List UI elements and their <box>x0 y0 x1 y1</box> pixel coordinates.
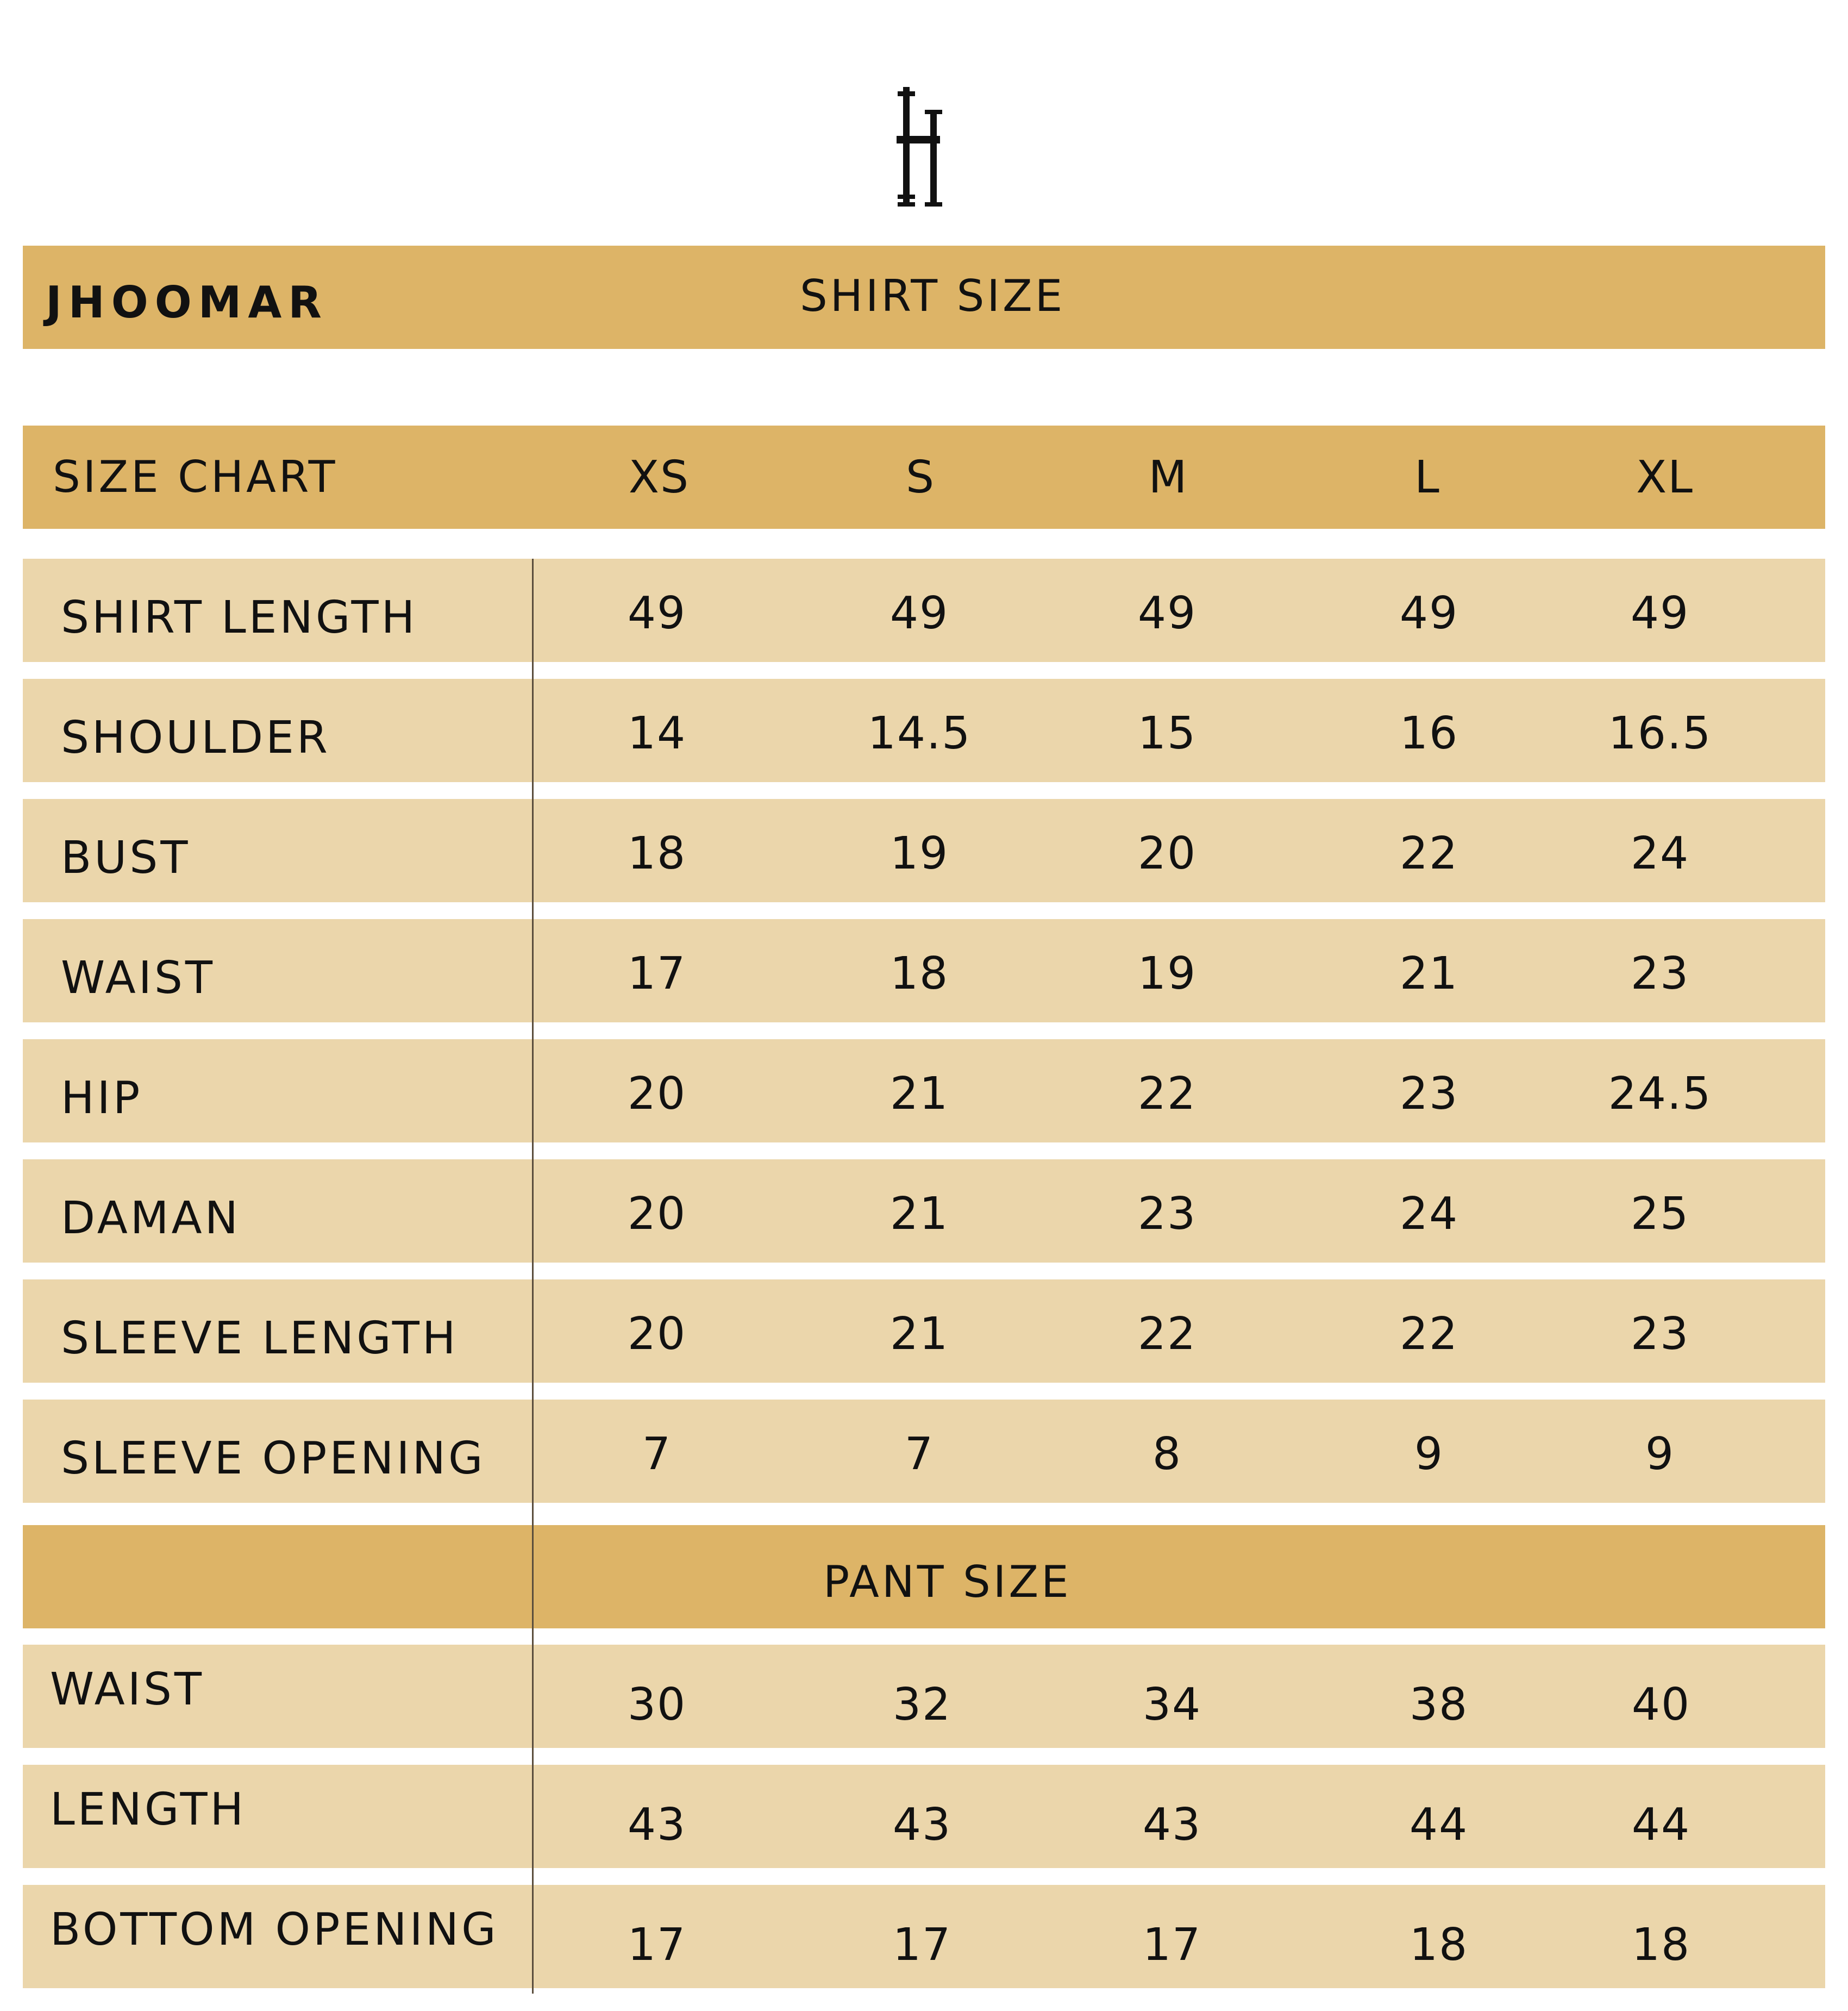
pant-size-band <box>23 1525 1825 1628</box>
cell-value: 17 <box>627 1919 687 1971</box>
table-row <box>23 1279 1825 1383</box>
row-label: WAIST <box>61 952 216 1004</box>
cell-value: 20 <box>627 1188 687 1240</box>
size-l-header: L <box>1414 452 1440 503</box>
cell-value: 44 <box>1631 1799 1691 1851</box>
cell-value: 34 <box>1142 1679 1202 1731</box>
size-s-header: S <box>905 452 936 503</box>
cell-value: 49 <box>1630 588 1690 639</box>
row-label: LENGTH <box>50 1784 247 1835</box>
table-row <box>23 1159 1825 1263</box>
cell-value: 22 <box>1399 1308 1459 1360</box>
cell-value: 18 <box>1409 1919 1469 1971</box>
column-divider <box>532 559 534 1994</box>
cell-value: 21 <box>889 1188 949 1240</box>
cell-value: 14.5 <box>867 708 972 759</box>
cell-value: 21 <box>889 1068 949 1120</box>
pant-size-title: PANT SIZE <box>823 1557 1072 1607</box>
cell-value: 24.5 <box>1608 1068 1712 1120</box>
table-row <box>23 1765 1825 1868</box>
table-row <box>23 1039 1825 1142</box>
cell-value: 22 <box>1137 1068 1197 1120</box>
cell-value: 7 <box>904 1428 935 1480</box>
row-label: SHIRT LENGTH <box>61 592 418 644</box>
cell-value: 49 <box>627 588 687 639</box>
row-label: BOTTOM OPENING <box>50 1904 499 1956</box>
row-label: SHOULDER <box>61 712 330 764</box>
table-row <box>23 919 1825 1022</box>
table-row <box>23 799 1825 902</box>
cell-value: 20 <box>627 1068 687 1120</box>
table-row <box>23 559 1825 662</box>
size-header-row <box>23 426 1825 529</box>
cell-value: 24 <box>1630 828 1690 879</box>
cell-value: 17 <box>627 948 687 1000</box>
cell-value: 43 <box>1142 1799 1202 1851</box>
cell-value: 15 <box>1137 708 1197 759</box>
cell-value: 19 <box>1137 948 1197 1000</box>
table-row <box>23 1645 1825 1748</box>
cell-value: 40 <box>1631 1679 1691 1731</box>
cell-value: 23 <box>1630 948 1690 1000</box>
size-m-header: M <box>1148 452 1188 503</box>
table-row <box>23 1400 1825 1503</box>
cell-value: 21 <box>889 1308 949 1360</box>
cell-value: 32 <box>892 1679 952 1731</box>
row-label: WAIST <box>50 1664 205 1715</box>
cell-value: 7 <box>642 1428 672 1480</box>
cell-value: 18 <box>627 828 687 879</box>
cell-value: 23 <box>1630 1308 1690 1360</box>
row-label: SLEEVE OPENING <box>61 1433 486 1484</box>
cell-value: 16 <box>1399 708 1459 759</box>
cell-value: 8 <box>1152 1428 1182 1480</box>
cell-value: 20 <box>1137 828 1197 879</box>
cell-value: 38 <box>1409 1679 1469 1731</box>
h-monogram-icon <box>891 87 945 207</box>
cell-value: 16.5 <box>1608 708 1712 759</box>
cell-value: 23 <box>1137 1188 1197 1240</box>
table-row <box>23 1885 1825 1988</box>
row-label: BUST <box>61 832 191 884</box>
cell-value: 22 <box>1399 828 1459 879</box>
cell-value: 18 <box>889 948 949 1000</box>
cell-value: 43 <box>627 1799 687 1851</box>
cell-value: 9 <box>1645 1428 1675 1480</box>
cell-value: 19 <box>889 828 949 879</box>
cell-value: 23 <box>1399 1068 1459 1120</box>
cell-value: 24 <box>1399 1188 1459 1240</box>
title-band <box>23 246 1825 349</box>
cell-value: 25 <box>1630 1188 1690 1240</box>
size-chart-label: SIZE CHART <box>53 452 338 502</box>
cell-value: 9 <box>1414 1428 1444 1480</box>
cell-value: 17 <box>1142 1919 1202 1971</box>
row-label: SLEEVE LENGTH <box>61 1313 459 1364</box>
cell-value: 18 <box>1631 1919 1691 1971</box>
table-row <box>23 679 1825 782</box>
row-label: DAMAN <box>61 1192 241 1244</box>
shirt-size-title: SHIRT SIZE <box>800 271 1066 321</box>
cell-value: 49 <box>889 588 949 639</box>
cell-value: 20 <box>627 1308 687 1360</box>
cell-value: 22 <box>1137 1308 1197 1360</box>
size-xs-header: XS <box>628 452 690 503</box>
cell-value: 14 <box>627 708 687 759</box>
cell-value: 17 <box>892 1919 952 1971</box>
brand-name: JHOOMAR <box>46 277 328 328</box>
cell-value: 44 <box>1409 1799 1469 1851</box>
cell-value: 49 <box>1399 588 1459 639</box>
size-xl-header: XL <box>1636 452 1694 503</box>
row-label: HIP <box>61 1072 143 1124</box>
cell-value: 49 <box>1137 588 1197 639</box>
cell-value: 21 <box>1399 948 1459 1000</box>
cell-value: 43 <box>892 1799 952 1851</box>
cell-value: 30 <box>627 1679 687 1731</box>
